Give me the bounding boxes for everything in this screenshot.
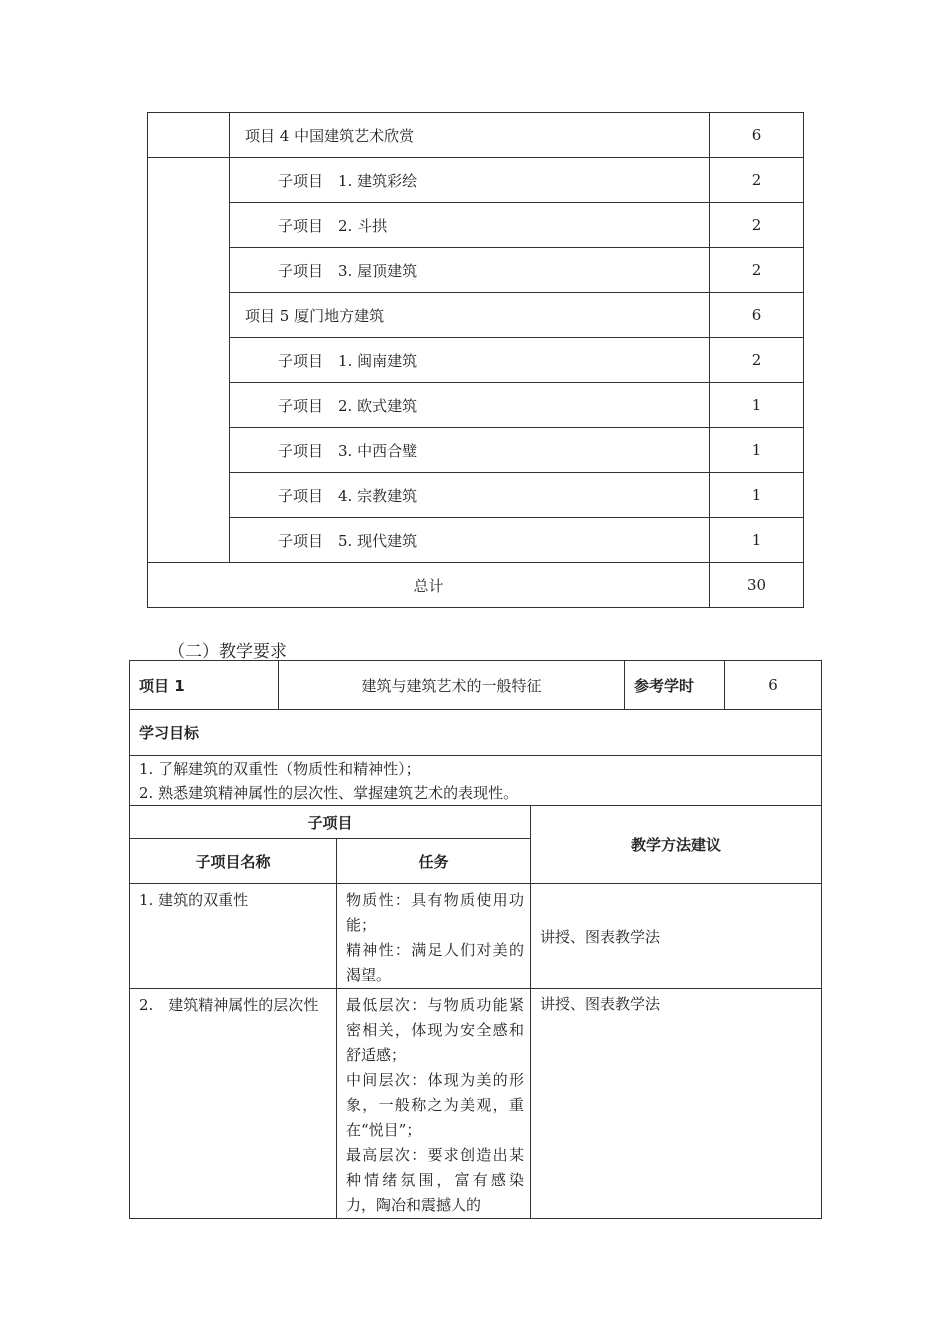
ref-hours-label: 参考学时 bbox=[625, 661, 725, 710]
table-row bbox=[148, 383, 804, 428]
task-cell bbox=[337, 884, 531, 989]
table-row bbox=[148, 338, 804, 383]
hours-value: 1 bbox=[710, 473, 804, 518]
subproject-name: 2. 建筑精神属性的层次性 bbox=[130, 989, 337, 1219]
task-line: 最高层次：要求创造出某种情绪氛围，富有感染力，陶冶和震撼人的 bbox=[346, 1146, 524, 1214]
subproject-header-row bbox=[130, 806, 822, 839]
task-line: 精神性：满足人们对美的渴望。 bbox=[346, 941, 524, 984]
ref-hours-value: 6 bbox=[725, 661, 822, 710]
table-row bbox=[148, 158, 804, 203]
subproject-label: 子项目 1. 闽南建筑 bbox=[230, 338, 710, 383]
hours-value: 1 bbox=[710, 383, 804, 428]
hours-value: 6 bbox=[710, 113, 804, 158]
task-line: 中间层次：体现为美的形象，一般称之为美观，重在“悦目”； bbox=[346, 1071, 524, 1139]
table-row bbox=[148, 203, 804, 248]
table-row bbox=[130, 884, 822, 989]
section-heading: （二）教学要求 bbox=[168, 642, 287, 662]
task-line: 最低层次：与物质功能紧密相关，体现为安全感和舒适感； bbox=[346, 996, 524, 1064]
hours-table bbox=[147, 112, 804, 608]
table-row bbox=[148, 113, 804, 158]
project-label: 项目 5 厦门地方建筑 bbox=[230, 293, 710, 338]
project-label: 项目 4 中国建筑艺术欣赏 bbox=[230, 113, 710, 158]
total-label: 总计 bbox=[148, 563, 710, 608]
subproject-label: 子项目 3. 屋顶建筑 bbox=[230, 248, 710, 293]
method-cell: 讲授、图表教学法 bbox=[531, 884, 822, 989]
subproject-label: 子项目 5. 现代建筑 bbox=[230, 518, 710, 563]
table-row bbox=[148, 473, 804, 518]
table-row bbox=[148, 518, 804, 563]
total-row bbox=[148, 563, 804, 608]
table-row bbox=[130, 989, 822, 1219]
subproject-header: 子项目 bbox=[130, 806, 531, 839]
task-cell bbox=[337, 989, 531, 1219]
total-hours: 30 bbox=[710, 563, 804, 608]
table-row bbox=[148, 248, 804, 293]
subproject-label: 子项目 2. 欧式建筑 bbox=[230, 383, 710, 428]
hours-value: 2 bbox=[710, 338, 804, 383]
hours-value: 1 bbox=[710, 428, 804, 473]
subproject-name: 1. 建筑的双重性 bbox=[130, 884, 337, 989]
hours-value: 6 bbox=[710, 293, 804, 338]
hours-value: 2 bbox=[710, 203, 804, 248]
project-header-row bbox=[130, 661, 822, 710]
table-row bbox=[148, 428, 804, 473]
task-line: 物质性：具有物质使用功能； bbox=[346, 891, 524, 934]
subproject-label: 子项目 1. 建筑彩绘 bbox=[230, 158, 710, 203]
goals-list bbox=[130, 756, 822, 806]
subproject-label: 子项目 2. 斗拱 bbox=[230, 203, 710, 248]
goals-label-row bbox=[130, 710, 822, 756]
hours-value: 1 bbox=[710, 518, 804, 563]
goal-item: 2. 熟悉建筑精神属性的层次性、掌握建筑艺术的表现性。 bbox=[139, 783, 519, 802]
goals-row bbox=[130, 756, 822, 806]
blank-merged-cell bbox=[148, 158, 230, 563]
task-header: 任务 bbox=[337, 839, 531, 884]
blank-cell bbox=[148, 113, 230, 158]
method-header: 教学方法建议 bbox=[531, 806, 822, 884]
subproject-label: 子项目 4. 宗教建筑 bbox=[230, 473, 710, 518]
project-label: 项目 1 bbox=[130, 661, 279, 710]
subproject-name-header: 子项目名称 bbox=[130, 839, 337, 884]
requirements-table bbox=[129, 660, 822, 1219]
goals-label: 学习目标 bbox=[130, 710, 822, 756]
hours-value: 2 bbox=[710, 248, 804, 293]
table-row bbox=[148, 293, 804, 338]
goal-item: 1. 了解建筑的双重性（物质性和精神性）； bbox=[139, 759, 421, 778]
subproject-label: 子项目 3. 中西合璧 bbox=[230, 428, 710, 473]
hours-value: 2 bbox=[710, 158, 804, 203]
project-title: 建筑与建筑艺术的一般特征 bbox=[279, 661, 625, 710]
method-cell: 讲授、图表教学法 bbox=[531, 989, 822, 1219]
